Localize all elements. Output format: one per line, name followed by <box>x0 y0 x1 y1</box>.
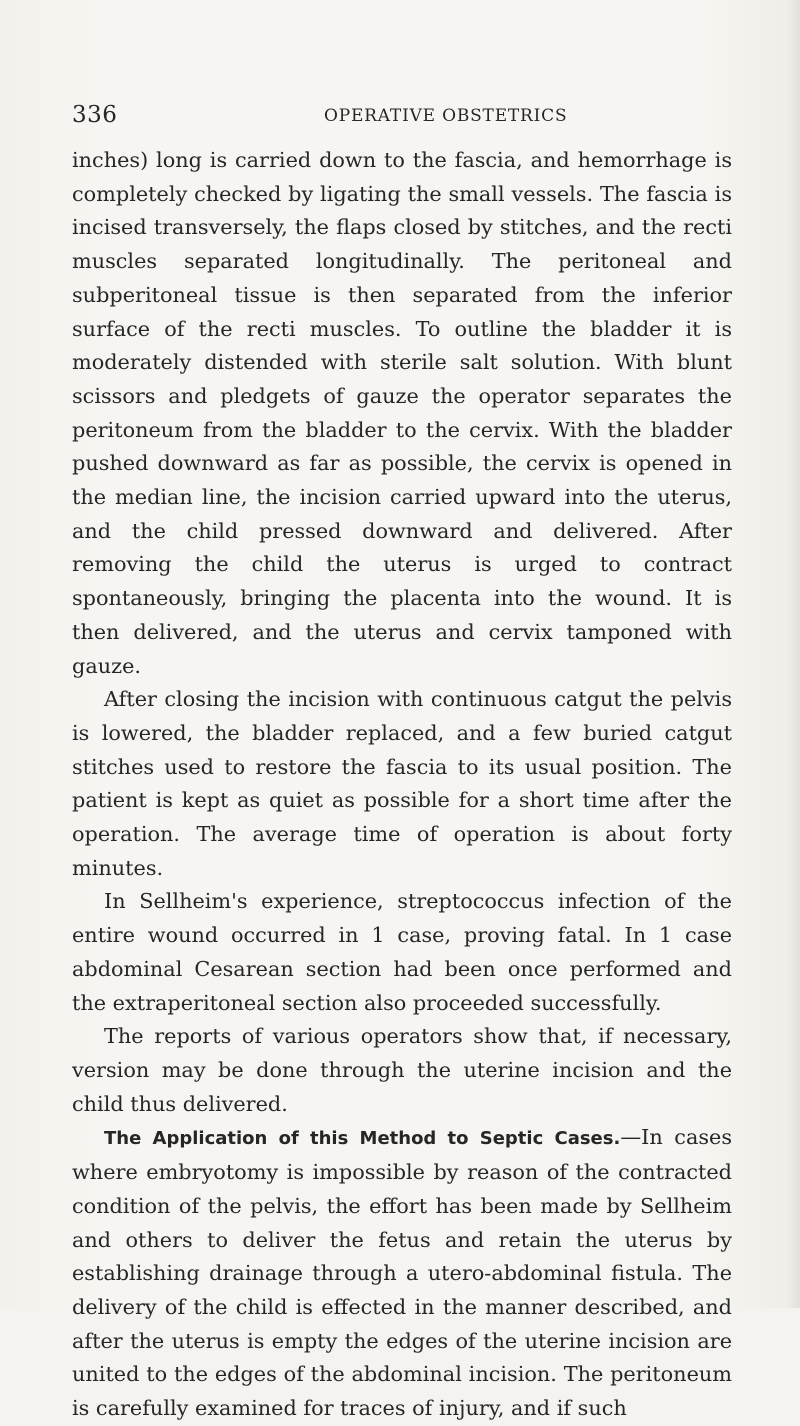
paragraph-2: After closing the incision with continuous catgut the pelvis is lowered, the bladder replaced, and a few buried catgut stitches used to restore the fascia to its usual position. The patient is kept as quiet as possible for a short time after the operation. The average time of operation is about forty minutes. <box>72 687 732 880</box>
running-title: OPERATIVE OBSTETRICS <box>324 106 568 126</box>
paragraph-1: inches) long is carried down to the fascia, and hemorrhage is completely checked by ligating the small vessels. The fascia is incised transversely, the flaps closed by stitches, and the recti muscles separated longitudinally. The peritoneal and subperitoneal tissue is then separated from the inferior surface of the recti muscles. To outline the bladder it is moderately distended with sterile salt solution. With blunt scissors and pledgets of gauze the operator separates the peritoneum from the bladder to the cervix. With the bladder pushed downward as far as possible, the cervix is opened in the median line, the incision carried upward into the uterus, and the child pressed downward and delivered. After removing the child the uterus is urged to contract spontaneously, bringing the placenta into the wound. It is then delivered, and the uterus and cervix tamponed with gauze. <box>72 148 732 678</box>
paragraph-5 <box>72 1121 732 1425</box>
page-edge-shadow <box>786 0 800 1308</box>
paragraph-3: In Sellheim's experience, streptococcus infection of the entire wound occurred in 1 case, proving fatal. In 1 case abdominal Cesarean section had been once performed and the extraperitoneal section also proceeded successfully. <box>72 889 732 1015</box>
paragraph-4: The reports of various operators show that, if necessary, version may be done through the uterine incision and the child thus delivered. <box>72 1024 732 1116</box>
section-heading: The Application of this Method to Septic Cases. <box>104 1128 621 1150</box>
page-number: 336 <box>72 102 118 128</box>
running-header <box>72 102 730 130</box>
paragraph-5-text: —In cases where embryotomy is impossible by reason of the contracted condition of the pelvis, the effort has been made by Sellheim and others to deliver the fetus and retain the uterus by establishing drainage through a utero-abdominal fistula. The delivery of the child is effected in the manner described, and after the uterus is empty the edges of the uterine incision are united to the edges of the abdominal incision. The peritoneum is carefully examined for traces of injury, and if such <box>72 1125 732 1421</box>
body-text <box>72 144 732 1426</box>
